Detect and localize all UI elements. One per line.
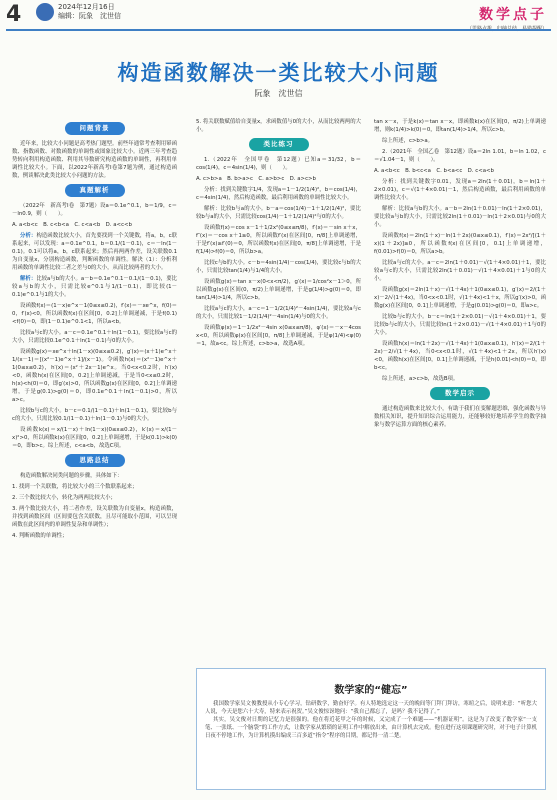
solution-paragraph [12, 275, 177, 299]
exercise-solution: 设函数φ(x)＝1－1/2x²－4sin x(0≤x≤π/8)，φ′(x)＝－x－4cos x<0，所以函数φ(x)在区间[0，π/8]上单调递减，于是φ(1/4)<φ(0)＝1，故a<c。综上所述，c>b>a，故选A项。 [196, 325, 361, 347]
issue-info [58, 3, 121, 21]
story-title: 数学家的“健忘” [334, 685, 408, 696]
exercise-solution: 解析：比较a与b的大小。a－b＝2ln(1＋0.01)－ln(1＋2×0.01)，要比较a与b的大小，只需比较2ln(1＋0.01)－ln(1＋2×0.01)与0的大小。 [374, 206, 546, 228]
exercise-solution: 比较c与b的大小。c－b＝4sin(1/4)－cos(1/4)，要比较c与b的大小，只需比较tan(1/4)与1/4的大小。 [196, 260, 361, 274]
article-title: 构造函数解决一类比较大小问题 [117, 61, 440, 85]
analysis-paragraph [12, 232, 177, 272]
column-name: 数学点子 [479, 7, 547, 23]
solution-label: 解析： [20, 276, 37, 282]
exercise-solution: 比较b与c的大小。b－c＝ln(1＋2×0.01)－√(1＋4×0.01)＋1，要比较b与c的大小，只需比较ln(1＋2×0.01)－√(1＋4×0.01)＋1与0的大小。 [374, 314, 546, 336]
exercise-solution: 解析：比较b与a的大小。b－a＝cos(1/4)－1＋1/2(1/4)²，要比较b与a的大小，只需比较cos(1/4)－1＋1/2(1/4)²与0的大小。 [196, 206, 361, 220]
section-heading-insight: 数学启示 [430, 387, 490, 400]
exercise-choices: A. a<b<c B. b<c<a C. b<a<c D. c<a<b [374, 168, 494, 174]
issue-editor: 编辑：阮象 沈世信 [58, 12, 121, 20]
page-header [0, 0, 557, 30]
column-brand [467, 4, 547, 32]
section-heading-background: 问题背景 [65, 122, 125, 135]
column-middle [196, 118, 361, 648]
story-paragraph: 其实，吴文俊对日期的记忆力是很强的。他在将近花甲之年的时候，又完成了一个难题——“机器证明”。这是为了改变了数学家“一支笔、一张纸、一个脑袋”的工作方式，让数学家从繁琐的证明工作中解放出来，由计算机去完成。他在进行这项课题研究时，对于电子计算机日夜不停地工作，为计算机摸出编成三百多道“指令”程序的目期，都记得一清二楚。 [205, 717, 537, 739]
section-heading-analysis: 真题解析 [65, 184, 125, 197]
exercise-solution: 比较a与c的大小。a－c＝2ln(1＋0.01)－√(1＋4×0.01)＋1，要比较a与c的大小，只需比较2ln(1＋0.01)－√(1＋4×0.01)＋1与0的大小。 [374, 260, 546, 282]
exercise-analysis: 分析：找到关键数字1/4，发现a＝1－1/2(1/4)²，b＝cos(1/4)，c＝4sin(1/4)，然后构造函数，最后利用函数的单调性比较大小。 [196, 187, 361, 201]
intro-paragraph: 近年来，比较大小问题是高考热门题型。前些年通常考查利用幂函数、指数函数、对数函数的单调性或图象比较大小。近两三年考查趋势转向利用构造函数、利用其导数研究构造函数的单调性，再利用单调性比较大小。下面，以2022年新高考Ⅰ卷第7题为例，通过构造函数，例谈解决此类比较大小问题的方法。 [12, 141, 177, 179]
solution-step: 设函数k(x)＝x/(1－x)＋ln(1－x)(0≤x≤0.2)，k′(x)＝x/(1－x)²>0，所以函数k(x)在区间[0，0.2]上单调递增，于是k(0.1)>k(0)＝0，即b>c。综上所述，c<a<b，故选C项。 [12, 427, 177, 449]
solution-step: 设函数g(x)＝xe^x＋ln(1－x)(0≤x≤0.2)，g′(x)＝(x＋1)e^x＋1/(x－1)＝[(x²－1)e^x＋1]/(x－1)。令函数h(x)＝(x²－1)e^x＋1(0≤x≤0.2)，h′(x)＝(x²＋2x－1)e^x。当0<x<0.2时，h′(x)<0，函数h(x)在区间[0，0.2]上单调递减，于是当0<x≤0.2时，h(x)<h(0)＝0，即g′(x)>0，所以函数g(x)在区间[0，0.2]上单调递增，于是g(0.1)>g(0)＝0，即0.1e^0.1＋ln(1－0.1)>0，所以a>c。 [12, 349, 177, 403]
column-right [374, 118, 546, 648]
summary-step: 4. 判断函数的单调性； [12, 533, 68, 539]
newspaper-logo-icon [36, 3, 54, 21]
exercise-choices: A. c>b>a B. b>a>c C. a>b>c D. a>c>b [196, 176, 316, 182]
problem-statement: （2022年 新高考Ⅰ卷 第7题）设a＝0.1e^0.1，b＝1/9，c＝－ln0.9，则（ ）。 [12, 203, 177, 217]
summary-step: 3. 两个数比较大小，将二者作差，设关联数为自变量x，构造函数，并找到函数区间（区间要包含关联数，且尽可能取小范围，可以呈现函数在此区间内的单调性复杂和单调性）； [12, 506, 177, 528]
story-box [196, 668, 546, 790]
section-heading-summary: 思路总结 [65, 454, 125, 467]
exercise-statement: 2.（2021年 全国乙卷 第12题）设a＝2ln 1.01，b＝ln 1.02，c＝√1.04－1，则（ ）。 [374, 149, 546, 163]
analysis-label: 分析： [20, 233, 37, 239]
page-number: 4 [6, 2, 22, 27]
exercise-solution: 比较a与c的大小，a－c＝1－1/2(1/4)²－4sin(1/4)，要比较a与c的大小，只需比较1－1/2(1/4)²－4sin(1/4)与0的大小。 [196, 306, 361, 320]
exercise-solution: 设函数g(x)＝tan x－x(0<x<π/2)，g′(x)＝1/cos²x－1＞0，所以函数g(x)在区间(0，π/2)上单调递增，于是g(1/4)>g(0)＝0，即tan(1/4)>1/4，所以c>b。 [196, 279, 361, 301]
exercise-solution: tan x－x，于是k(x)＝tan x－x，即函数k(x)在区间[0，π/2)上单调递增，则k(1/4)>k(0)＝0，即tan(1/4)>1/4，所以c>b。 [374, 119, 546, 133]
solution-text: 比较a与b的大小。a－b＝0.1e^0.1－0.1/(1－0.1)，要比较a与b的大小，只需比较e^0.1与1/(1－0.1)，即比较(1－0.1)e^0.1与1的大小。 [12, 276, 177, 298]
section-heading-practice: 类比练习 [249, 138, 309, 151]
solution-step: 比较b与c的大小。b－c＝0.1/(1－0.1)＋ln(1－0.1)，要比较b与c的大小，只需比较0.1/(1－0.1)＋ln(1－0.1)与0的大小。 [12, 408, 177, 422]
article-authors: 阮象 沈世信 [254, 89, 303, 98]
exercise-statement: 1.（2022年 全国甲卷 第12题）已知a＝31/32，b＝cos(1/4)，c＝4sin(1/4)，则（ ）。 [196, 157, 361, 171]
summary-step: 1. 找到一个关联数，将比较大小的三个数联系起来； [12, 484, 138, 490]
exercise-solution: 设函数f(x)＝2ln(1＋x)－ln(1＋2x)(0≤x≤0.1)，f′(x)＝2x²/[(1＋x)(1＋2x)]≥0，所以函数f(x)在区间[0，0.1]上单调递增，f(0.01)>f(0)＝0，所以a>b。 [374, 233, 546, 255]
issue-date: 2024年12月16日 [58, 3, 115, 11]
summary-step: 5. 将关联数赋值给自变量x，求函数值与0的大小，从而比较两两的大小。 [196, 119, 361, 133]
exercise-conclusion: 综上所述，c>b>a。 [382, 138, 434, 144]
exercise-solution: 设函数h(x)＝ln(1＋2x)－√(1＋4x)＋1(0≤x≤0.1)，h′(x)＝2/(1＋2x)－2/√(1＋4x)，当0<x<0.1时，√(1＋4x)<1＋2x，所以h′(x)<0，函数h(x)在区间[0，0.1]上单调递减，于是h(0.01)<h(0)＝0，即b<c。 [374, 341, 546, 371]
exercise-analysis: 分析：找到关键数字0.01，发现a＝2ln(1＋0.01)，b＝ln(1＋2×0.01)，c＝√(1＋4×0.01)－1，然后构造函数，最后利用函数的单调性比较大小。 [374, 179, 546, 201]
insight-paragraph: 通过构造函数来比较大小，有助于我们在变解题思维，强化函数与导数相关知识，提升知识综合运用能力，还能够较好地培养学生的数学抽象与数学运算方面的核心素养。 [374, 406, 546, 428]
summary-step: 2. 三个数比较大小，转化为两两比较大小； [12, 495, 116, 501]
solution-step: 设函数f(x)＝(1－x)e^x－1(0≤x≤0.2)，f′(x)＝－xe^x，f(0)＝0，f′(x)<0，所以函数f(x)在区间[0，0.2]上单调递减，于是f(0.1)<f(0)＝0，即(1－0.1)e^0.1<1，所以a<b。 [12, 303, 177, 325]
exercise-solution: 设函数g(x)＝2ln(1＋x)－√(1＋4x)＋1(0≤x≤0.1)，g′(x)＝2/(1＋x)－2/√(1＋4x)，当0<x<0.1时，√(1＋4x)<1＋x，所以g′(x)>0，函数g(x)在区间[0，0.1]上单调递增，于是g(0.01)>g(0)＝0，即a>c。 [374, 287, 546, 309]
exercise-conclusion: 综上所述，a>c>b，故选B项。 [382, 376, 459, 382]
summary-intro: 构造函数解决同类问题的步骤，具体如下： [20, 473, 123, 479]
analysis-text: 构造函数比较大小，首先要找到一个关键数，将a，b，c联系起来，可以发现：a＝0.1e^0.1，b＝0.1/(1－0.1)，c＝－ln(1－0.1)。0.1可以将a，b，c联系起来；然后再两两作差，设关联数0.1为自变量x，分别构造函数，判断函数的单调性。解决（1）：分析利用函数的单调性比较二者之差与0的大小，从而比较两者的大小。 [12, 233, 177, 271]
column-left [12, 118, 177, 788]
exercise-solution: 设函数f(x)＝cos x－1＋1/2x²(0≤x≤π/8)，f′(x)＝－sin x＋x，f″(x)＝－cos x＋1≥0，所以函数f′(x)在区间[0，π/8]上单调递增，于是f′(x)≥f′(0)＝0，所以函数f(x)在区间[0，π/8]上单调递增，于是f(1/4)>f(0)＝0，所以b>a。 [196, 225, 361, 255]
header-divider [6, 29, 551, 31]
problem-choices: A. a<b<c B. c<b<a C. c<a<b D. a<c<b [12, 222, 132, 228]
story-paragraph: 我国数学家吴文俊教授从小专心学习，钻研数学，勤奋好学。有人特地选定这一天的晚间等门拜门拜访，寒暄之后，说明来意：“听您大人说，今天是您六十大寿，特来表示祝贺。”吴文俊惊讶地问：“我自己都忘了，是吗？我不记得了。” [205, 701, 537, 715]
solution-step: 比较a与c的大小。a－c＝0.1e^0.1＋ln(1－0.1)，要比较a与c的大小，只需比较0.1e^0.1＋ln(1－0.1)与0的大小。 [12, 330, 177, 344]
